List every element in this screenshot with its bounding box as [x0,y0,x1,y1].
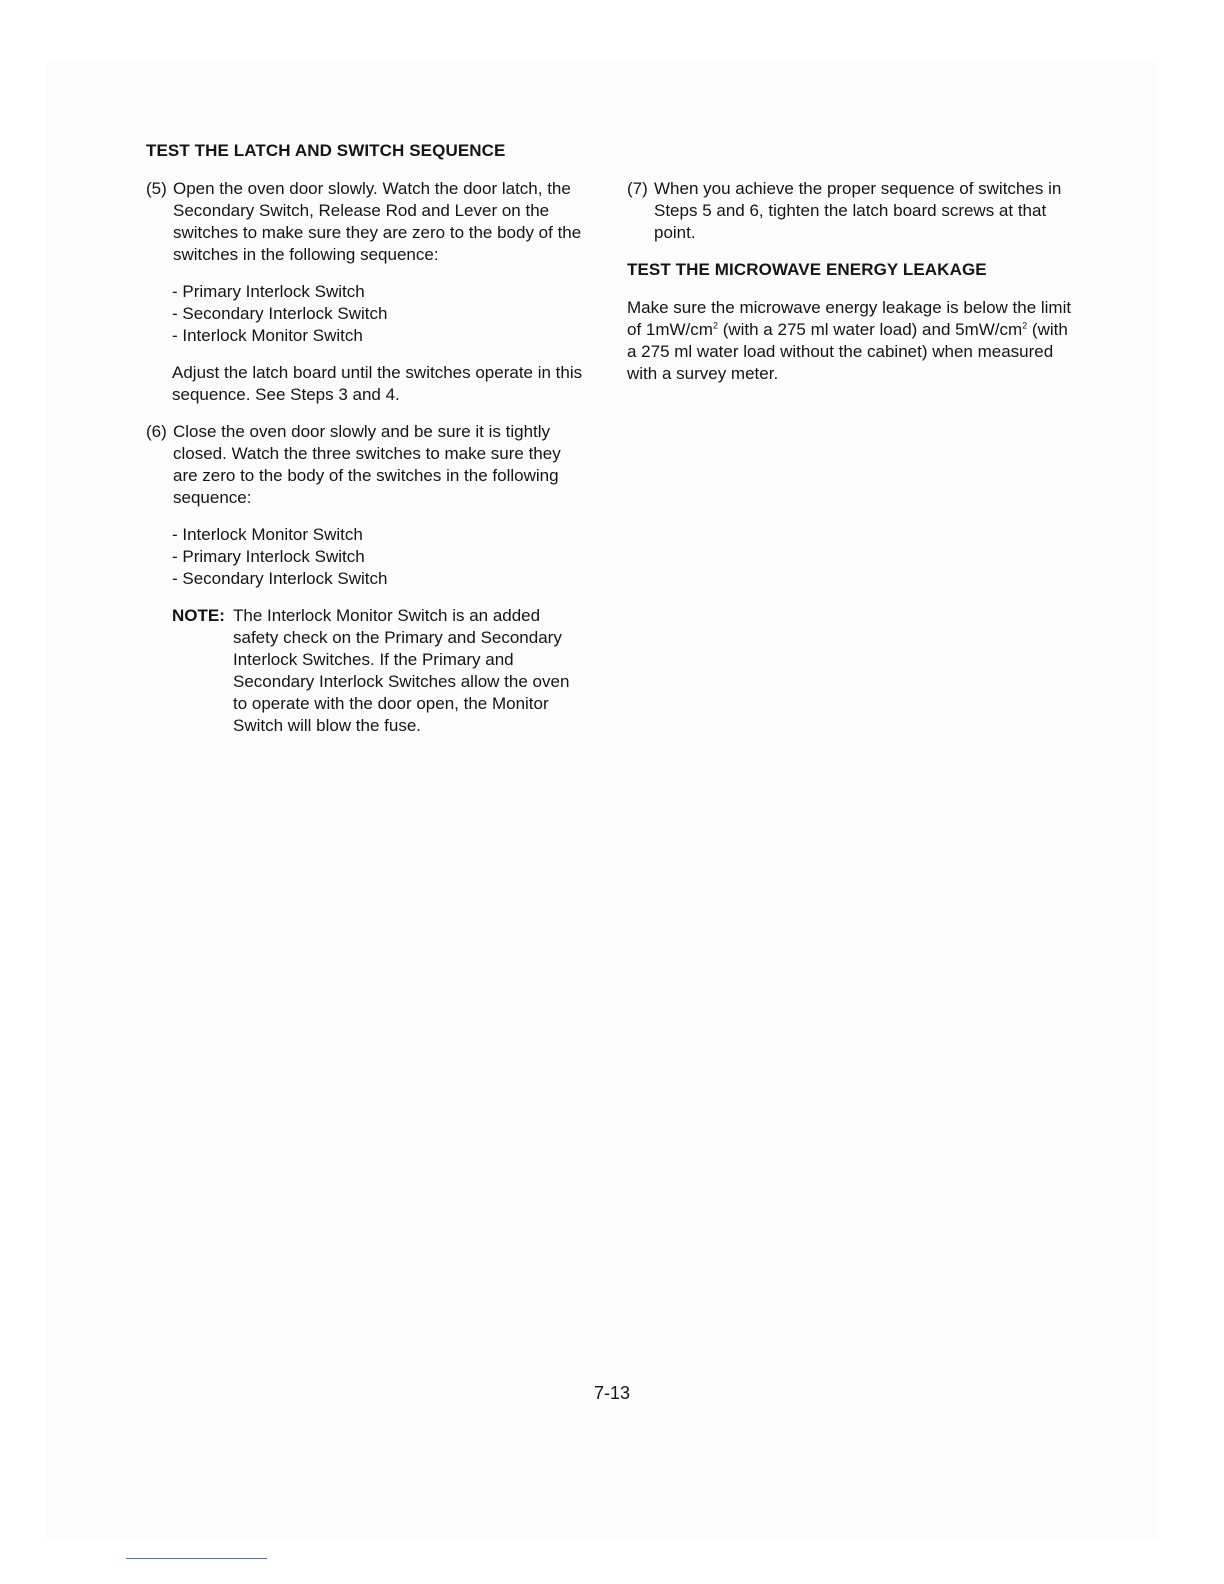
step-5-number: (5) [146,179,167,198]
step-7-number: (7) [627,179,648,198]
latch-sequence-heading: TEST THE LATCH AND SWITCH SEQUENCE [146,141,506,160]
step-7-text: When you achieve the proper sequence of switches in Steps 5 and 6, tighten the latch board screws at that point. [654,179,1062,242]
leakage-text-3: (with a 275 ml water load without the cabinet) when measured with a survey meter. [627,320,1068,383]
superscript-2: 2 [712,320,718,331]
list-item: - Primary Interlock Switch [172,547,365,566]
step-6-number: (6) [146,422,167,441]
list-item: - Interlock Monitor Switch [172,326,363,345]
leakage-heading: TEST THE MICROWAVE ENERGY LEAKAGE [627,260,987,279]
left-column [146,140,586,737]
page-number: 7-13 [593,1383,631,1403]
bottom-divider-line [126,1558,267,1559]
step-5-text: Open the oven door slowly. Watch the door latch, the Secondary Switch, Release Rod and Lever on the switches to make sure they are zero to the body of the switches in the following sequence: [173,179,582,264]
note-text: The Interlock Monitor Switch is an added safety check on the Primary and Secondary Interlock Switches. If the Primary and Secondary Interlock Switches allow the oven to operate with the door open, the Monitor Switch will blow the fuse. [233,606,570,735]
step-6-text: Close the oven door slowly and be sure it is tightly closed. Watch the three switches to make sure they are zero to the body of the switches in the following sequence: [173,422,561,507]
step-7 [627,178,1077,244]
right-column [627,178,1077,385]
adjust-latch-paragraph: Adjust the latch board until the switches operate in this sequence. See Steps 3 and 4. [172,363,583,404]
open-sequence-list [172,281,586,347]
list-item: - Primary Interlock Switch [172,282,365,301]
list-item: - Secondary Interlock Switch [172,569,388,588]
close-sequence-list [172,524,586,590]
step-5 [146,178,586,266]
list-item: - Secondary Interlock Switch [172,304,388,323]
leakage-text-1: Make sure the microwave energy leakage is below the limit of 1mW/cm [627,298,1072,339]
superscript-2: 2 [1022,320,1028,331]
note-block [172,605,586,737]
step-6 [146,421,586,509]
list-item: - Interlock Monitor Switch [172,525,363,544]
note-label: NOTE: [172,606,225,625]
leakage-paragraph [627,297,1077,385]
leakage-text-2: (with a 275 ml water load) and 5mW/cm [717,320,1023,339]
